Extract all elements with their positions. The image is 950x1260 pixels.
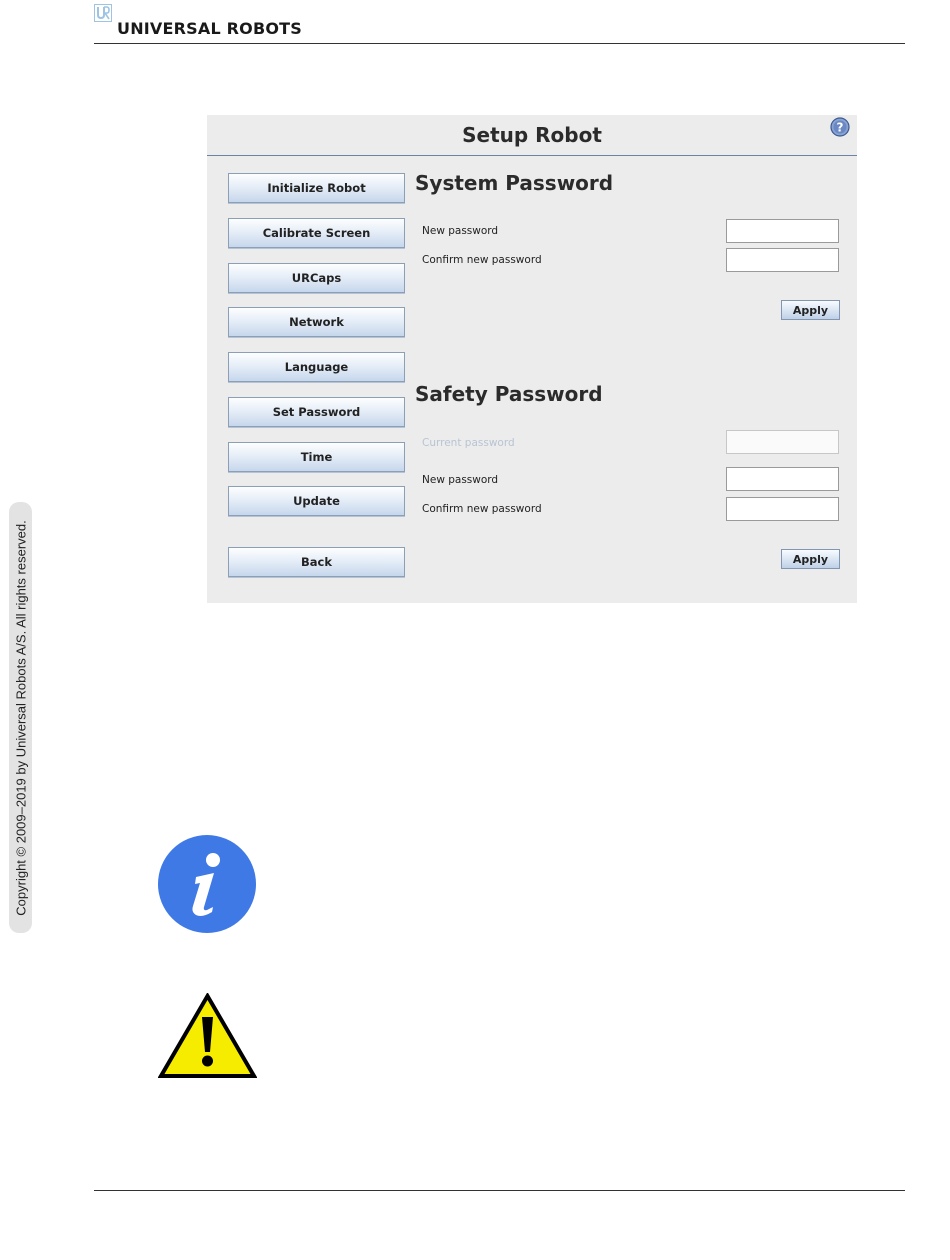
urcaps-button[interactable]: URCaps <box>228 263 405 293</box>
time-button[interactable]: Time <box>228 442 405 472</box>
system-confirm-password-label: Confirm new password <box>422 254 542 266</box>
copyright-tab <box>9 502 32 933</box>
ur-logo-icon <box>94 4 112 22</box>
safety-password-title: Safety Password <box>415 382 603 406</box>
footer-divider <box>94 1190 905 1191</box>
network-button[interactable]: Network <box>228 307 405 337</box>
safety-confirm-password-input[interactable] <box>726 497 839 521</box>
safety-apply-button[interactable]: Apply <box>781 549 840 569</box>
system-apply-button[interactable]: Apply <box>781 300 840 320</box>
title-divider <box>207 155 857 156</box>
svg-text:?: ? <box>836 120 844 135</box>
page-title: Setup Robot <box>462 123 602 147</box>
header-divider <box>94 43 905 44</box>
system-confirm-password-input[interactable] <box>726 248 839 272</box>
setup-robot-panel <box>207 115 857 603</box>
system-new-password-label: New password <box>422 225 499 237</box>
brand-name: UNIVERSAL ROBOTS <box>117 19 302 38</box>
set-password-button[interactable]: Set Password <box>228 397 405 427</box>
update-button[interactable]: Update <box>228 486 405 516</box>
info-icon <box>158 835 256 933</box>
help-icon[interactable] <box>830 117 850 137</box>
system-new-password-input[interactable] <box>726 219 839 243</box>
back-button[interactable]: Back <box>228 547 405 577</box>
safety-current-password-input <box>726 430 839 454</box>
copyright-text: Copyright © 2009–2019 by Universal Robots A/S. All rights reserved. <box>13 519 28 916</box>
calibrate-screen-button[interactable]: Calibrate Screen <box>228 218 405 248</box>
language-button[interactable]: Language <box>228 352 405 382</box>
safety-new-password-label: New password <box>422 474 499 486</box>
warning-icon <box>158 993 257 1079</box>
system-password-title: System Password <box>415 171 614 195</box>
safety-confirm-password-label: Confirm new password <box>422 503 542 515</box>
safety-current-password-label: Current password <box>422 437 515 449</box>
initialize-robot-button[interactable]: Initialize Robot <box>228 173 405 203</box>
safety-new-password-input[interactable] <box>726 467 839 491</box>
